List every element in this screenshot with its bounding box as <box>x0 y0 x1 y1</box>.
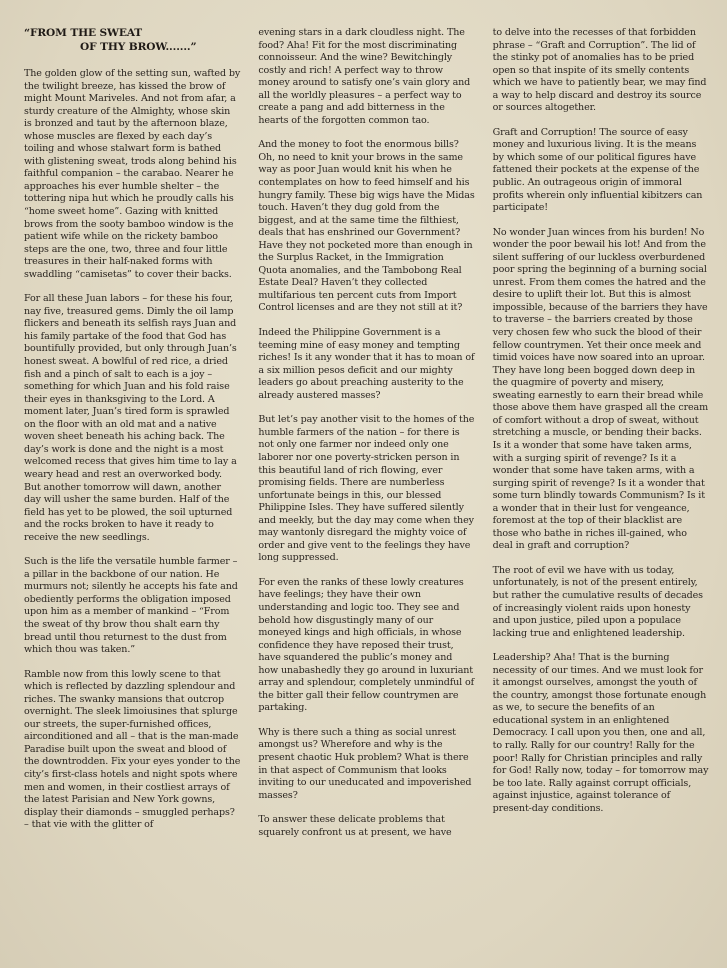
column-1 <box>24 26 240 958</box>
article-headline <box>24 26 240 54</box>
paragraph: Ramble now from this lowly scene to that which is reflected by dazzling splendour and riches. The swanky mansions that outcrop overnight. The sleek limoiusines that splurge our streets, the super-furnished offices, airconditioned and all – that is the man-made Paradise built upon the sweat and blood of the downtrodden. Fix your eyes yonder to the city’s first-class hotels and night spots where men and women, in their costliest arrays of the latest Parisian and New York gowns, display their diamonds – smuggled perhaps? – that vie with the glitter of <box>24 668 241 831</box>
paragraph: Leadership? Aha! That is the burning necessity of our times. And we must look for it amongst ourselves, amongst the youth of the country, amongst those fortunate enough as we, to secure the benefits of an educational system in an enlightened Democracy. I call upon you then, one and all, to rally. Rally for our country! Rally for the poor! Rally for Christian principles and rally for God! Rally now, today – for tomorrow may be too late. Rally against corrupt officials, against injustice, against tolerance of present-day conditions. <box>492 652 709 814</box>
paragraph: The root of evil we have with us today, unfortunately, is not of the present entirely, but rather the cumulative results of decades of increasingly violent raids upon honesty and upon justice, piled upon a populace lacking true and enlightened leadership. <box>492 564 703 639</box>
paragraph: The golden glow of the setting sun, wafted by the twilight breeze, has kissed the brow of might Mount Mariveles. And not from afar, a sturdy creature of the Almighty, whose skin is bronzed and taut by the afternoon blaze, whose muscles are flexed by each day’s toiling and whose stalwart form is bathed with glistening sweat, trods along behind his faithful companion – the carabao. Nearer he approaches his ever humble shelter – the tottering nipa hut which he proudly calls his “home sweet home”. Gazing with knitted brows from the sooty bamboo window is the patient wife while on the rickety bamboo steps are the one, two, three and four little treasures in their half-naked forms with swaddling “camisetas” to cover their backs. <box>24 68 241 280</box>
paragraph: And the money to foot the enormous bills? Oh, no need to knit your brows in the same way as poor Juan would knit his when he contemplates on how to feed himself and his hungry family. These big wigs have the Midas touch. Haven’t they dug gold from the biggest, and at the same time the filthiest, deals that has enshrined our Government? Have they not pocketed more than enough in the Surplus Racket, in the Immigration Quota anomalies, and the Tambobong Real Estate Deal? Haven’t they collected multifarious ten percent cuts from Import Control licenses and are they not still at it? <box>258 139 475 314</box>
column-2 <box>258 26 474 958</box>
paragraph: Such is the life the versatile humble farmer – a pillar in the backbone of our nation. He murmurs not; silently he accepts his fate and obediently performs the obligation imposed upon him as a member of mankind – “From the sweat of thy brow thou shalt earn thy bread until thou returnest to the dust from which thou was taken.” <box>24 556 238 656</box>
paragraph: to delve into the recesses of that forbidden phrase – “Graft and Corruption”. The lid of the stinky pot of anomalies has to be pried open so that inspite of its smelly contents which we have to patiently bear, we may find a way to help discard and destroy its source or sources altogether. <box>492 27 707 114</box>
paragraph: evening stars in a dark cloudless night. The food? Aha! Fit for the most discriminating connoisseur. And the wine? Bewitchingly costly and rich! A perfect way to throw money around to satisfy one’s vain glory and all the worldly pleasures – a perfect way to create a pang and add bitterness in the hearts of the forgotten common tao. <box>258 27 471 126</box>
paragraph: For all these Juan labors – for these his four, nay five, treasured gems. Dimly the oil lamp flickers and beneath its selfish rays Juan and his family partake of the food that God has bountifully provided, but only through Juan’s honest sweat. A bowlful of red rice, a dried fish and a pinch of salt to each is a joy – something for which Juan and his fold raise their eyes in thanksgiving to the Lord. A moment later, Juan’s tired form is sprawled on the floor with an old mat and a native woven sheet beneath his aching back. The day’s work is done and the night is a most welcomed recess that gives him time to lay a weary head and rest an overworked body. But another tomorrow will dawn, another day will usher the same burden. Half of the field has yet to be plowed, the soil upturned and the rocks broken to have it ready to receive the new seedlings. <box>24 293 237 543</box>
column-3 <box>493 26 709 958</box>
paragraph: But let’s pay another visit to the homes of the humble farmers of the nation – for there is not only one farmer nor indeed only one laborer nor one poverty-stricken person in this beautiful land of rich flowing, ever promising fields. There are numberless unfortunate beings in this, our blessed Philippine Isles. They have suffered silently and meekly, but the day may come when they may wantonly disregard the mighty voice of order and give vent to the feelings they have long suppressed. <box>258 414 475 564</box>
headline-line-2: OF THY BROW.......” <box>80 41 197 53</box>
paragraph: Why is there such a thing as social unrest amongst us? Wherefore and why is the present chaotic Huk problem? What is there in that aspect of Communism that looks inviting to our uneducated and impoverished masses? <box>258 726 472 801</box>
paragraph: No wonder Juan winces from his burden! No wonder the poor bewail his lot! And from the silent suffering of our luckless overburdened poor spring the beginning of a burning social unrest. From them comes the hatred and the desire to uplift their lot. But this is almost impossible, because of the barriers they have to traverse – the barriers created by those very chosen few who suck the blood of their fellow countrymen. Yet their once meek and timid voices have now soared into an uproar. They have long been bogged down deep in the quagmire of poverty and misery, sweating earnestly to earn their bread while those above them have grasped all the cream of comfort without a drop of sweat, without stretching a muscle, or bending their backs. Is it a wonder that some have taken arms, with a surging spirit of revenge? Is it a wonder that some have taken arms, with a surging spirit of revenge? Is it a wonder that some turn blindly towards Communism? Is it a wonder that in their lust for vengeance, foremost at the top of their blacklist are those who bathe in riches ill-gained, who deal in graft and corruption? <box>492 226 709 552</box>
headline-line-1: “FROM THE SWEAT <box>24 27 143 39</box>
paragraph: Graft and Corruption! The source of easy money and luxurious living. It is the means by which some of our political figures have fattened their pockets at the expense of the public. An outrageous origin of immoral profits wherein only influential kibitzers can participate! <box>492 126 703 214</box>
article-columns <box>24 26 709 958</box>
paragraph: Indeed the Philippine Government is a teeming mine of easy money and tempting riches! Is it any wonder that it has to moan of a six million pesos deficit and our mighty leaders go about preaching austerity to the already austered masses? <box>258 327 475 401</box>
paragraph: To answer these delicate problems that squarely confront us at present, we have <box>258 814 452 838</box>
paragraph: For even the ranks of these lowly creatures have feelings; they have their own understanding and logic too. They see and behold how disgustingly many of our moneyed kings and high officials, in whose confidence they have reposed their trust, have squandered the public’s money and how unabashedly they go around in luxuriant array and splendour, completely unmindful of the bitter gall their fellow countrymen are partaking. <box>258 576 475 714</box>
